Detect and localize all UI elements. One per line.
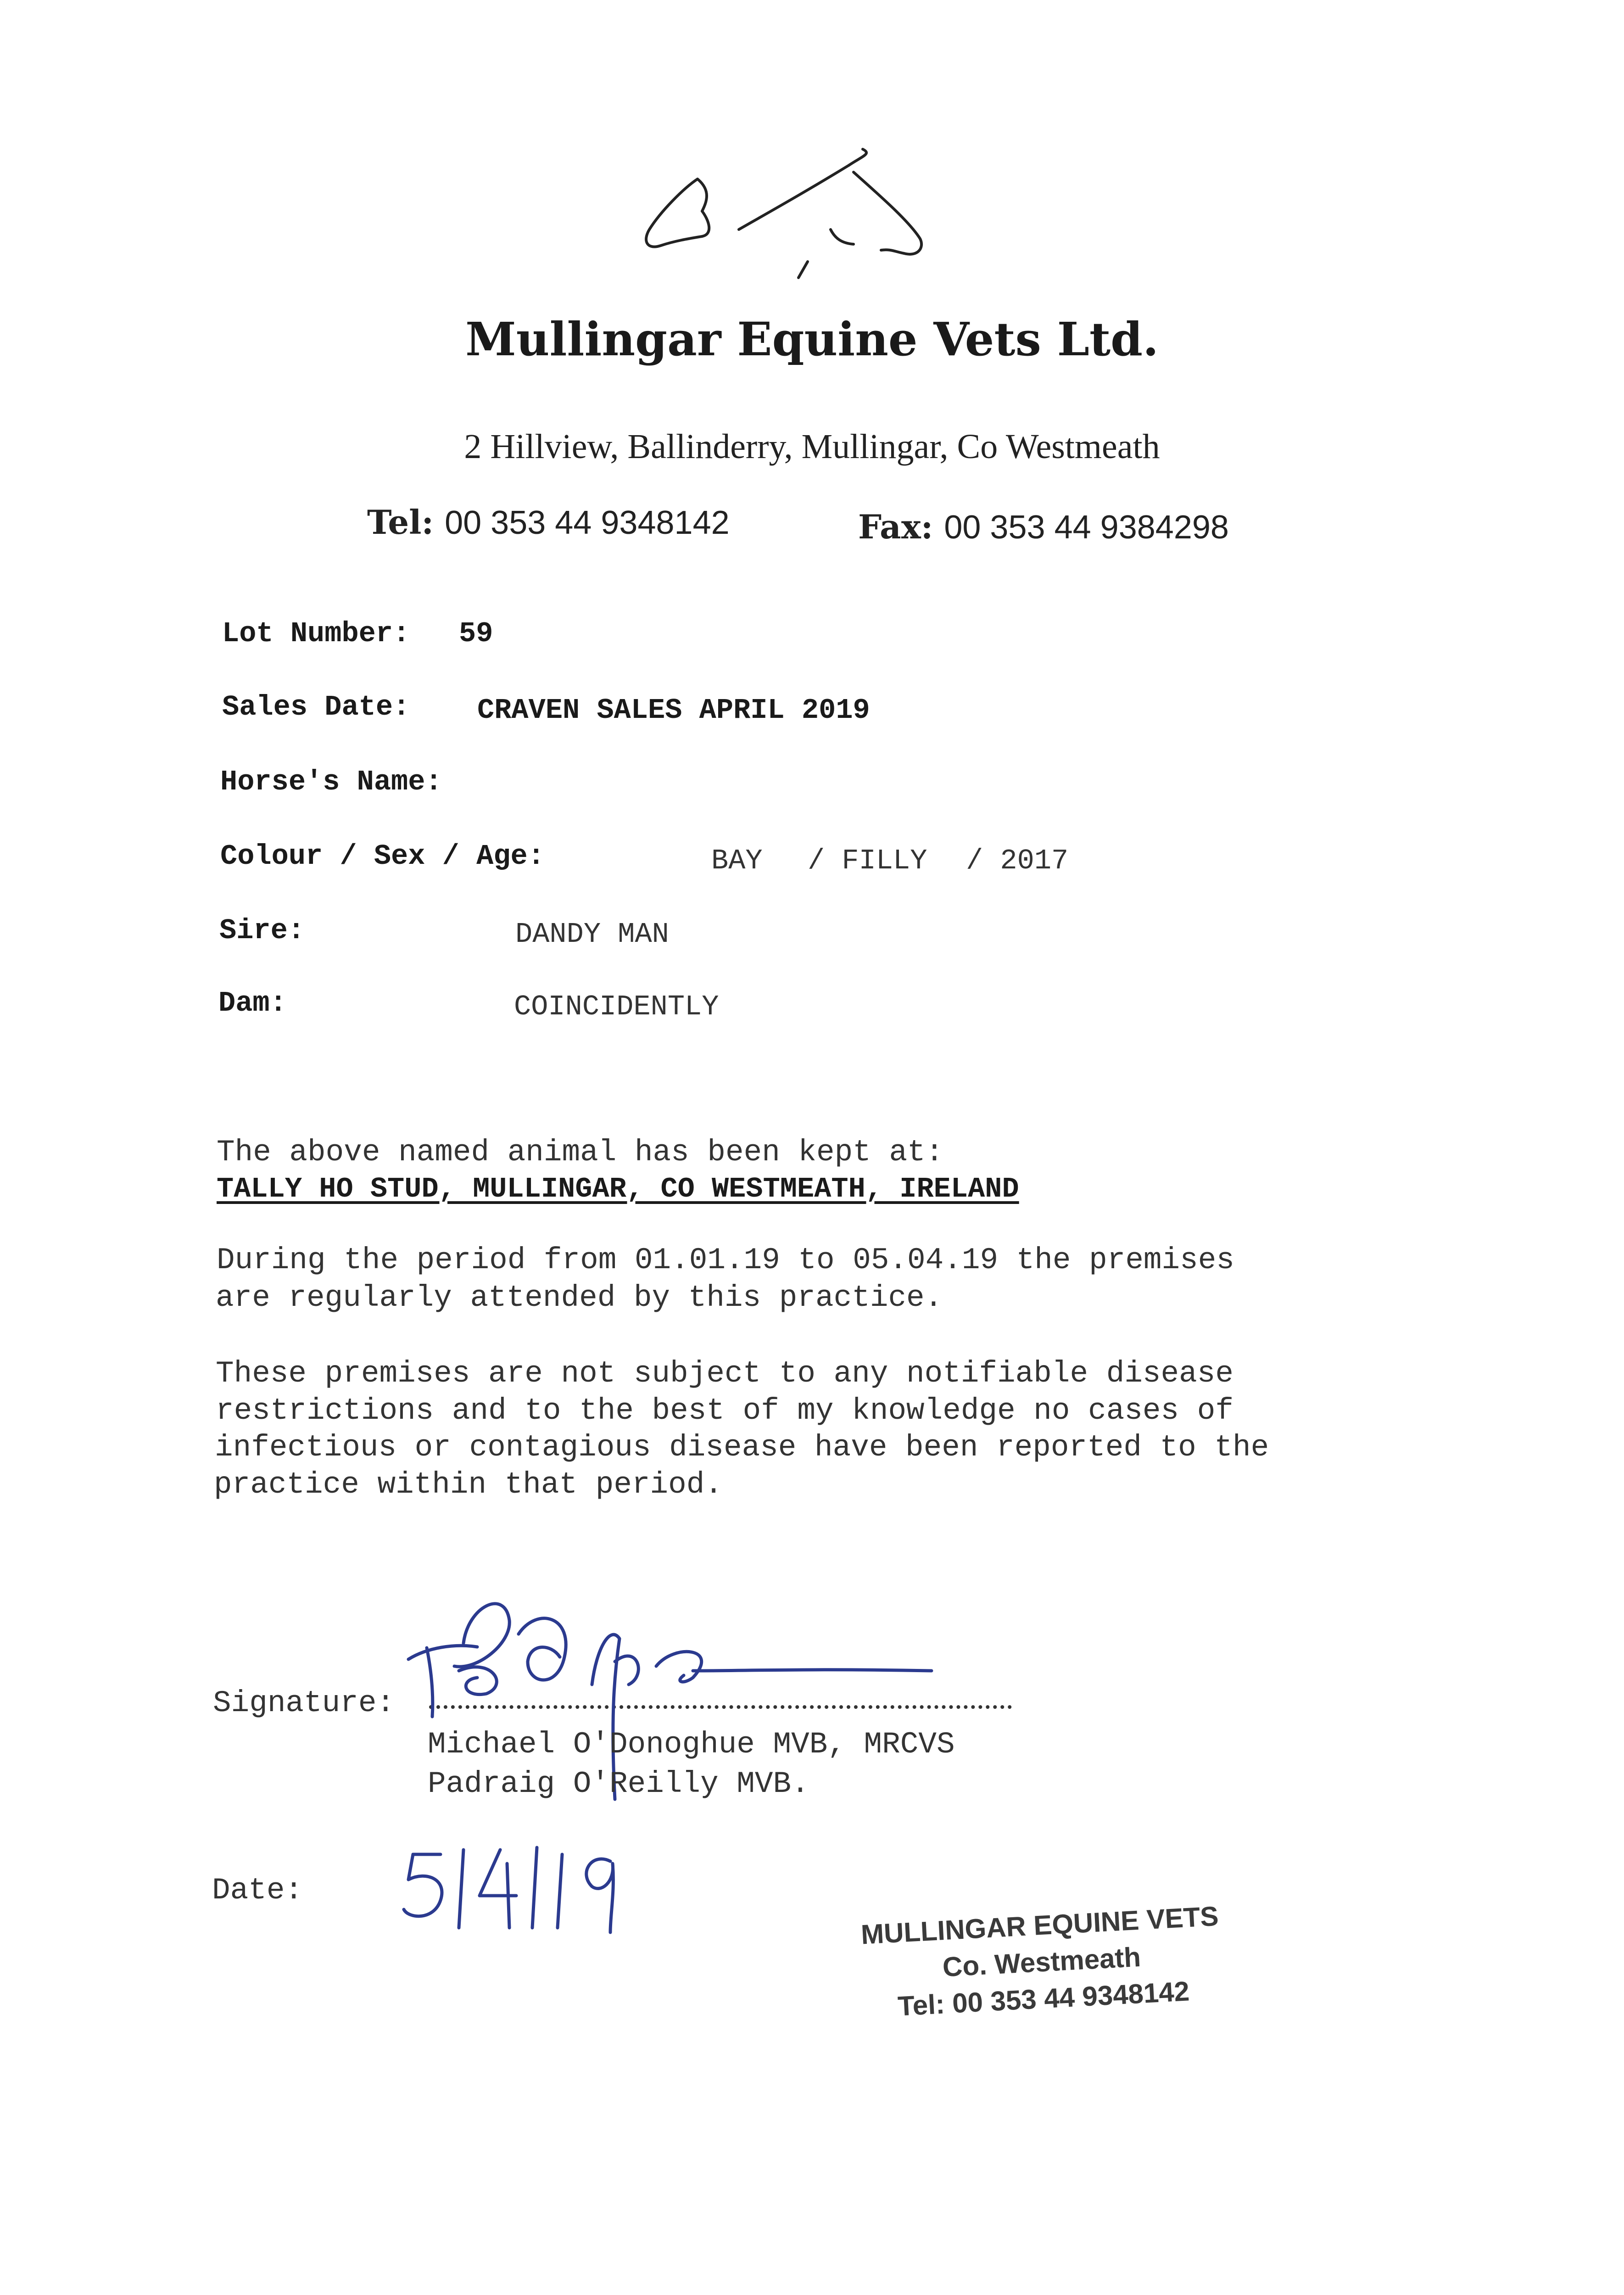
company-name: Mullingar Equine Vets Ltd. <box>465 312 1159 366</box>
sales-date-value: CRAVEN SALES APRIL 2019 <box>477 694 870 727</box>
lot-number-value: 59 <box>459 617 493 650</box>
practice-stamp <box>842 1897 1241 2028</box>
tel-line <box>367 503 730 542</box>
dam-label: Dam: <box>218 987 287 1019</box>
handwritten-date <box>395 1836 652 1937</box>
restrictions-line-3: infectious or contagious disease have been reported to the <box>215 1430 1269 1465</box>
signature-label: Signature: <box>213 1686 395 1720</box>
stamp-line-3: Tel: 00 353 44 9348142 <box>897 1976 1190 2022</box>
period-line-2: are regularly attended by this practice. <box>216 1281 943 1315</box>
fax-number: 00 353 44 9384298 <box>944 509 1229 546</box>
restrictions-line-2: restrictions and to the best of my knowledge no cases of <box>216 1394 1233 1428</box>
vet-name-1: Michael O'Donoghue MVB, MRCVS <box>428 1727 955 1762</box>
sire-label: Sire: <box>219 914 305 947</box>
restrictions-line-4: practice within that period. <box>214 1467 723 1502</box>
kept-at-line: The above named animal has been kept at: <box>217 1135 944 1170</box>
fax-line <box>858 507 1229 546</box>
date-label: Date: <box>212 1873 303 1908</box>
tel-number: 00 353 44 9348142 <box>445 504 730 541</box>
restrictions-line-1: These premises are not subject to any notifiable disease <box>216 1356 1233 1391</box>
horse-heads-logo <box>633 147 945 280</box>
vet-name-2: Padraig O'Reilly MVB. <box>428 1767 809 1801</box>
dam-value: COINCIDENTLY <box>514 991 719 1023</box>
stamp-line-2: Co. Westmeath <box>942 1941 1142 1983</box>
colour-sex-age-label: Colour / Sex / Age: <box>220 840 545 873</box>
sex-value: / FILLY <box>808 845 927 877</box>
sales-date-label: Sales Date: <box>222 691 410 723</box>
tel-label: Tel: <box>367 503 434 542</box>
age-value: / 2017 <box>966 845 1069 877</box>
company-address: 2 Hillview, Ballinderry, Mullingar, Co Westmeath <box>464 427 1160 466</box>
lot-number-label: Lot Number: <box>222 617 410 650</box>
fax-label: Fax: <box>858 507 933 546</box>
stamp-line-1: MULLINGAR EQUINE VETS <box>860 1900 1220 1950</box>
period-line-1: During the period from 01.01.19 to 05.04.19 the premises <box>217 1243 1234 1277</box>
premises-address: TALLY HO STUD, MULLINGAR, CO WESTMEATH, IRELAND <box>217 1173 1019 1205</box>
colour-value: BAY <box>711 845 763 877</box>
horse-name-label: Horse's Name: <box>220 766 442 798</box>
sire-value: DANDY MAN <box>515 918 669 951</box>
